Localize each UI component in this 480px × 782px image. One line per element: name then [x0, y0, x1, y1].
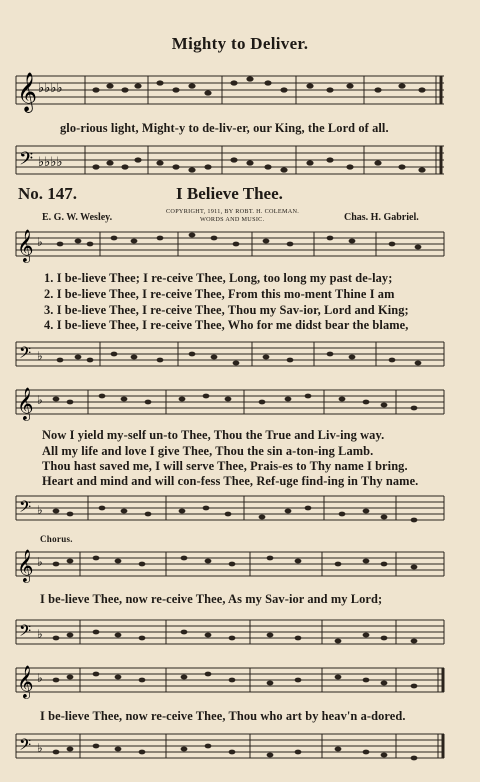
- svg-text:♭: ♭: [37, 671, 43, 685]
- copyright-notice: COPYRIGHT, 1911, BY ROBT. H. COLEMAN.: [166, 208, 300, 215]
- svg-text:𝄢: 𝄢: [19, 344, 32, 366]
- svg-text:♭♭♭♭: ♭♭♭♭: [38, 80, 63, 95]
- svg-text:𝄢: 𝄢: [19, 736, 32, 758]
- verse-line-1: 3. I be-lieve Thee, I re-ceive Thee, Thou my Sav-ior, Lord and King;: [44, 303, 409, 317]
- svg-text:♭: ♭: [37, 235, 43, 249]
- previous-hymn-closing-line: glo-rious light, Might-y to de-liv-er, our King, the Lord of all.: [60, 121, 389, 135]
- svg-text:♭: ♭: [37, 393, 43, 407]
- verse-line-2: All my life and love I give Thee, Thou the sin a-ton-ing Lamb.: [42, 444, 374, 458]
- svg-text:𝄢: 𝄢: [19, 149, 34, 174]
- treble-staff-5: [0, 662, 480, 702]
- lyricist: E. G. W. Wesley.: [42, 212, 113, 223]
- svg-text:𝄞: 𝄞: [17, 549, 34, 582]
- bass-staff-4: [0, 614, 480, 654]
- svg-text:𝄞: 𝄞: [17, 387, 34, 420]
- composer: Chas. H. Gabriel.: [344, 212, 419, 223]
- svg-text:♭: ♭: [37, 349, 43, 363]
- treble-staff-4: [0, 546, 480, 586]
- verse-line-1: 4. I be-lieve Thee, I re-ceive Thee, Who for me didst bear the blame,: [44, 318, 409, 332]
- svg-text:𝄞: 𝄞: [17, 665, 34, 698]
- svg-text:𝄞: 𝄞: [17, 229, 34, 262]
- bass-staff-3: [0, 490, 480, 530]
- verse-line-2: Heart and mind and will con-fess Thee, Ref-uge find-ing in Thy name.: [42, 474, 419, 488]
- verse-line-2: Thou hast saved me, I will serve Thee, Prais-es to Thy name I bring.: [42, 459, 408, 473]
- treble-staff-1: [0, 68, 480, 118]
- svg-text:♭: ♭: [37, 627, 43, 641]
- hymn-title: I Believe Thee.: [176, 184, 283, 203]
- words-and-music: WORDS AND MUSIC.: [200, 216, 265, 223]
- treble-staff-3: [0, 384, 480, 424]
- chorus-line: I be-lieve Thee, now re-ceive Thee, Thou who art by heav'n a-dored.: [40, 709, 406, 723]
- bass-staff-2: [0, 336, 480, 376]
- hymn-number: No. 147.: [18, 184, 78, 203]
- svg-text:♭♭♭♭: ♭♭♭♭: [38, 154, 63, 169]
- svg-text:♭: ♭: [37, 555, 43, 569]
- verse-line-1: 1. I be-lieve Thee; I re-ceive Thee, Long, too long my past de-lay;: [44, 271, 393, 285]
- verse-line-1: 2. I be-lieve Thee, I re-ceive Thee, From this mo-ment Thine I am: [44, 287, 395, 301]
- treble-staff-2: [0, 226, 480, 266]
- verse-line-2: Now I yield my-self un-to Thee, Thou the True and Liv-ing way.: [42, 428, 385, 442]
- previous-hymn-title: Mighty to Deliver.: [171, 34, 309, 53]
- svg-text:♭: ♭: [37, 503, 43, 517]
- chorus-label: Chorus.: [40, 534, 73, 544]
- chorus-line: I be-lieve Thee, now re-ceive Thee, As my Sav-ior and my Lord;: [40, 592, 383, 606]
- svg-text:𝄢: 𝄢: [19, 498, 32, 520]
- svg-text:𝄞: 𝄞: [17, 72, 38, 112]
- bass-staff-1: [0, 138, 480, 188]
- svg-text:𝄢: 𝄢: [19, 622, 32, 644]
- bass-staff-5: [0, 728, 480, 768]
- svg-text:♭: ♭: [37, 741, 43, 755]
